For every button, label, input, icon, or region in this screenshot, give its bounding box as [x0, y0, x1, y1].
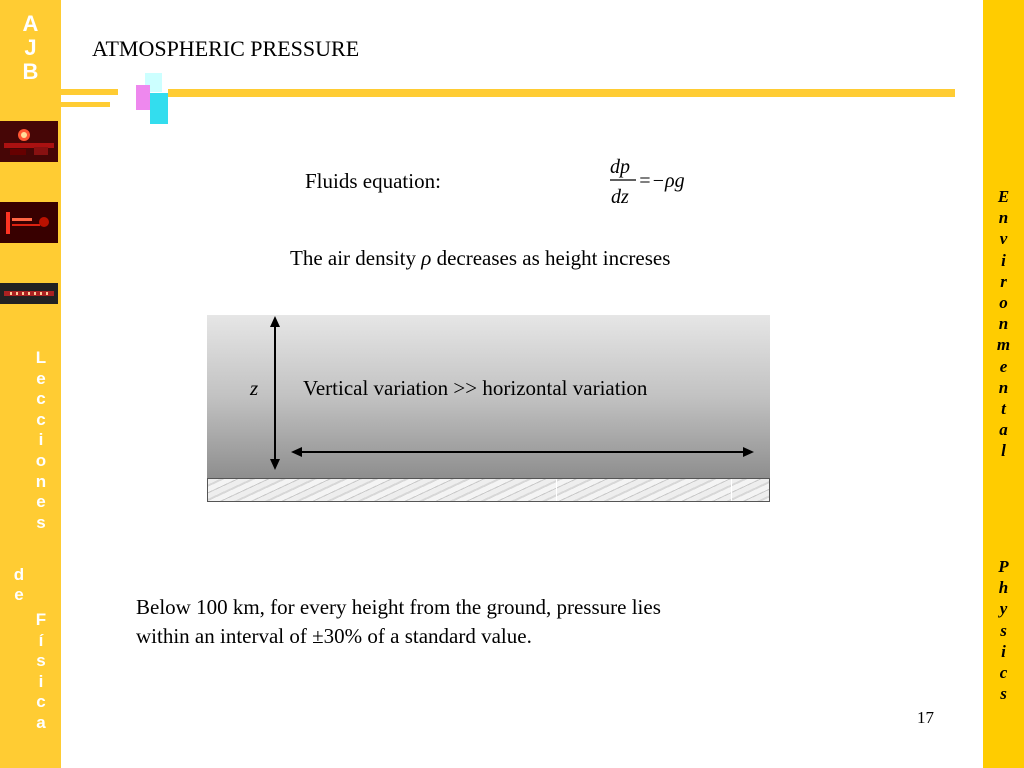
- sidebar-letter: l: [1001, 441, 1006, 461]
- slide-number: 17: [917, 708, 934, 727]
- sidebar-letter: n: [998, 314, 1009, 334]
- density-text-before: The air density: [290, 246, 422, 270]
- accent-line-left-top: [61, 89, 118, 95]
- sidebar-environmental: [983, 186, 1024, 462]
- sidebar-letter: h: [998, 578, 1009, 598]
- vertical-arrow-head-up: [270, 316, 280, 327]
- sidebar-letter: o: [999, 293, 1008, 313]
- sidebar-letter: r: [1000, 271, 1007, 291]
- sidebar-de: [8, 565, 30, 605]
- sidebar-physics: [983, 556, 1024, 704]
- accent-line-left-bottom: [61, 102, 110, 107]
- sidebar-letter: í: [38, 630, 44, 650]
- slide-title: ATMOSPHERIC PRESSURE: [92, 36, 360, 61]
- sidebar-letter: i: [38, 430, 44, 450]
- logo-square-pink: [136, 85, 150, 110]
- below-text-line-2: within an interval of ±30% of a standard value.: [136, 624, 532, 648]
- sidebar-letter: e: [14, 585, 24, 604]
- brand-letter: B: [22, 59, 39, 84]
- sidebar-letter: n: [998, 208, 1009, 228]
- sidebar-letter: a: [36, 712, 46, 732]
- sidebar-letter: s: [36, 512, 46, 532]
- vertical-arrow-head-down: [270, 459, 280, 470]
- sidebar-letter: i: [1001, 250, 1006, 270]
- z-axis-label: z: [250, 376, 259, 400]
- sidebar-letter: i: [38, 671, 44, 691]
- density-line: [290, 246, 670, 271]
- accent-line-main: [168, 89, 955, 97]
- sidebar-lecciones: [28, 348, 54, 533]
- sidebar-letter: e: [999, 356, 1008, 376]
- equation-numerator: dp: [610, 156, 630, 178]
- sidebar-letter: F: [35, 610, 47, 629]
- sidebar-letter: c: [36, 409, 46, 429]
- sidebar-letter: m: [996, 335, 1011, 355]
- sidebar-letter: a: [999, 420, 1008, 440]
- sidebar-letter: c: [36, 389, 46, 409]
- sidebar-letter: n: [998, 377, 1009, 397]
- horizontal-arrow-head-right: [743, 447, 754, 457]
- sidebar-letter: c: [36, 692, 46, 712]
- sidebar-letter: e: [36, 368, 46, 388]
- sidebar-letter: s: [36, 651, 46, 671]
- brand-letter: J: [24, 35, 37, 60]
- sidebar-letter: v: [999, 229, 1008, 249]
- ground-seam: [731, 479, 732, 501]
- ground-strip: [207, 478, 770, 502]
- sidebar-letter: P: [998, 557, 1009, 576]
- thumbnail-image-1: [0, 121, 58, 162]
- sidebar-letter: d: [13, 565, 25, 584]
- equation-denominator: dz: [611, 186, 629, 208]
- fluids-equation: [608, 152, 718, 212]
- sidebar-letter: i: [1001, 641, 1006, 661]
- brand-ajb: [0, 12, 61, 84]
- sidebar-letter: s: [1000, 620, 1007, 640]
- sidebar-letter: o: [35, 450, 47, 470]
- horizontal-arrow-head-left: [291, 447, 302, 457]
- sidebar-fisica: [28, 610, 54, 734]
- sidebar-letter: e: [36, 492, 46, 512]
- sidebar-letter: n: [35, 471, 47, 491]
- sidebar-letter: L: [35, 348, 47, 367]
- ground-seam: [556, 479, 557, 501]
- fluids-label: Fluids equation:: [305, 169, 441, 193]
- sidebar-letter: y: [999, 599, 1008, 619]
- thumbnail-image-3: [0, 283, 58, 304]
- below-text-line-1: Below 100 km, for every height from the ground, pressure lies: [136, 595, 661, 619]
- brand-letter: A: [22, 11, 39, 36]
- sidebar-letter: c: [999, 663, 1008, 683]
- diagram-caption: Vertical variation >> horizontal variation: [303, 376, 648, 400]
- thumbnail-image-2: [0, 202, 58, 243]
- equation-rhs: =−ρg: [638, 170, 685, 192]
- below-100km-text: [136, 593, 661, 651]
- sidebar-letter: E: [997, 187, 1010, 206]
- rho-symbol: ρ: [421, 246, 432, 270]
- sidebar-letter: t: [1001, 399, 1006, 419]
- sidebar-letter: s: [1000, 684, 1007, 704]
- density-text-after: decreases as height increses: [431, 246, 671, 270]
- logo-square-cyan: [150, 93, 168, 124]
